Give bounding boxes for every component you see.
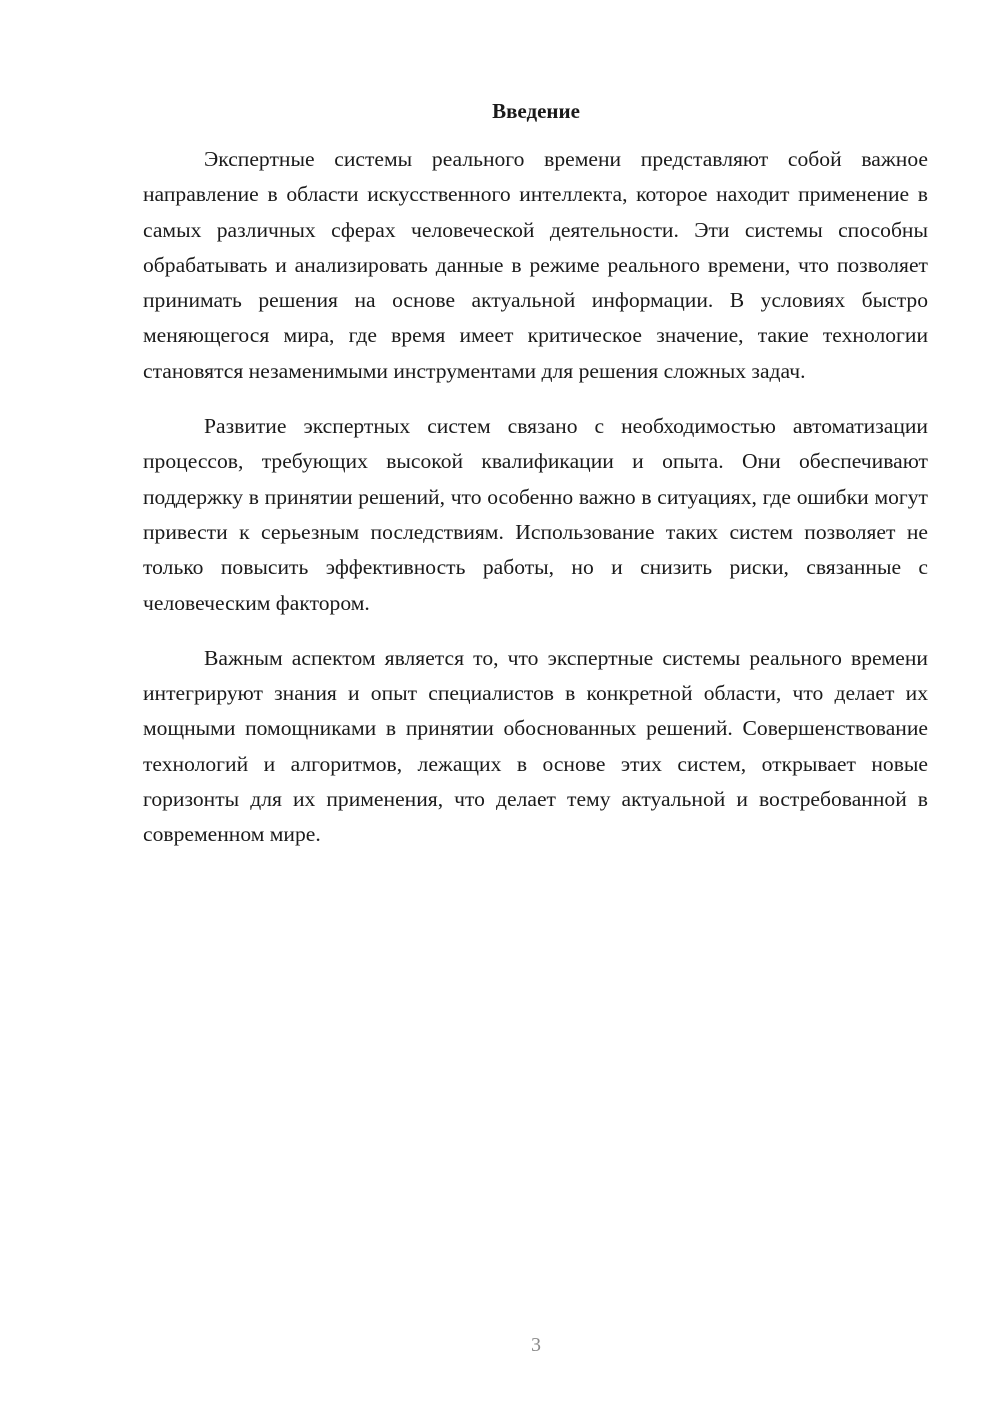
page-title: Введение bbox=[492, 99, 580, 123]
body-text bbox=[143, 142, 928, 853]
paragraph: Важным аспектом является то, что экспертные системы реального времени интегрируют знания и опыт специалистов в конкретной области, что делает их мощными помощниками в принятии обоснованных решений. Совершенствование технологий и алгоритмов, лежащих в основе этих систем, открывает новые горизонты для их применения, что делает тему актуальной и востребованной в современном мире. bbox=[143, 645, 928, 847]
paragraph: Развитие экспертных систем связано с необходимостью автоматизации процессов, требующих высокой квалификации и опыта. Они обеспечивают поддержку в принятии решений, что особенно важно в ситуациях, где ошибки могут привести к серьезным последствиям. Использование таких систем позволяет не только повысить эффективность работы, но и снизить риски, связанные с человеческим фактором. bbox=[143, 414, 928, 615]
page-number: 3 bbox=[531, 1334, 541, 1356]
paragraph: Экспертные системы реального времени представляют собой важное направление в области искусственного интеллекта, которое находит применение в самых различных сферах человеческой деятельности. Эти системы способны обрабатывать и анализировать данные в режиме реального времени, что позволяет принимать решения на основе актуальной информации. В условиях быстро меняющегося мира, где время имеет критическое значение, такие технологии становятся незаменимыми инструментами для решения сложных задач. bbox=[143, 147, 928, 383]
